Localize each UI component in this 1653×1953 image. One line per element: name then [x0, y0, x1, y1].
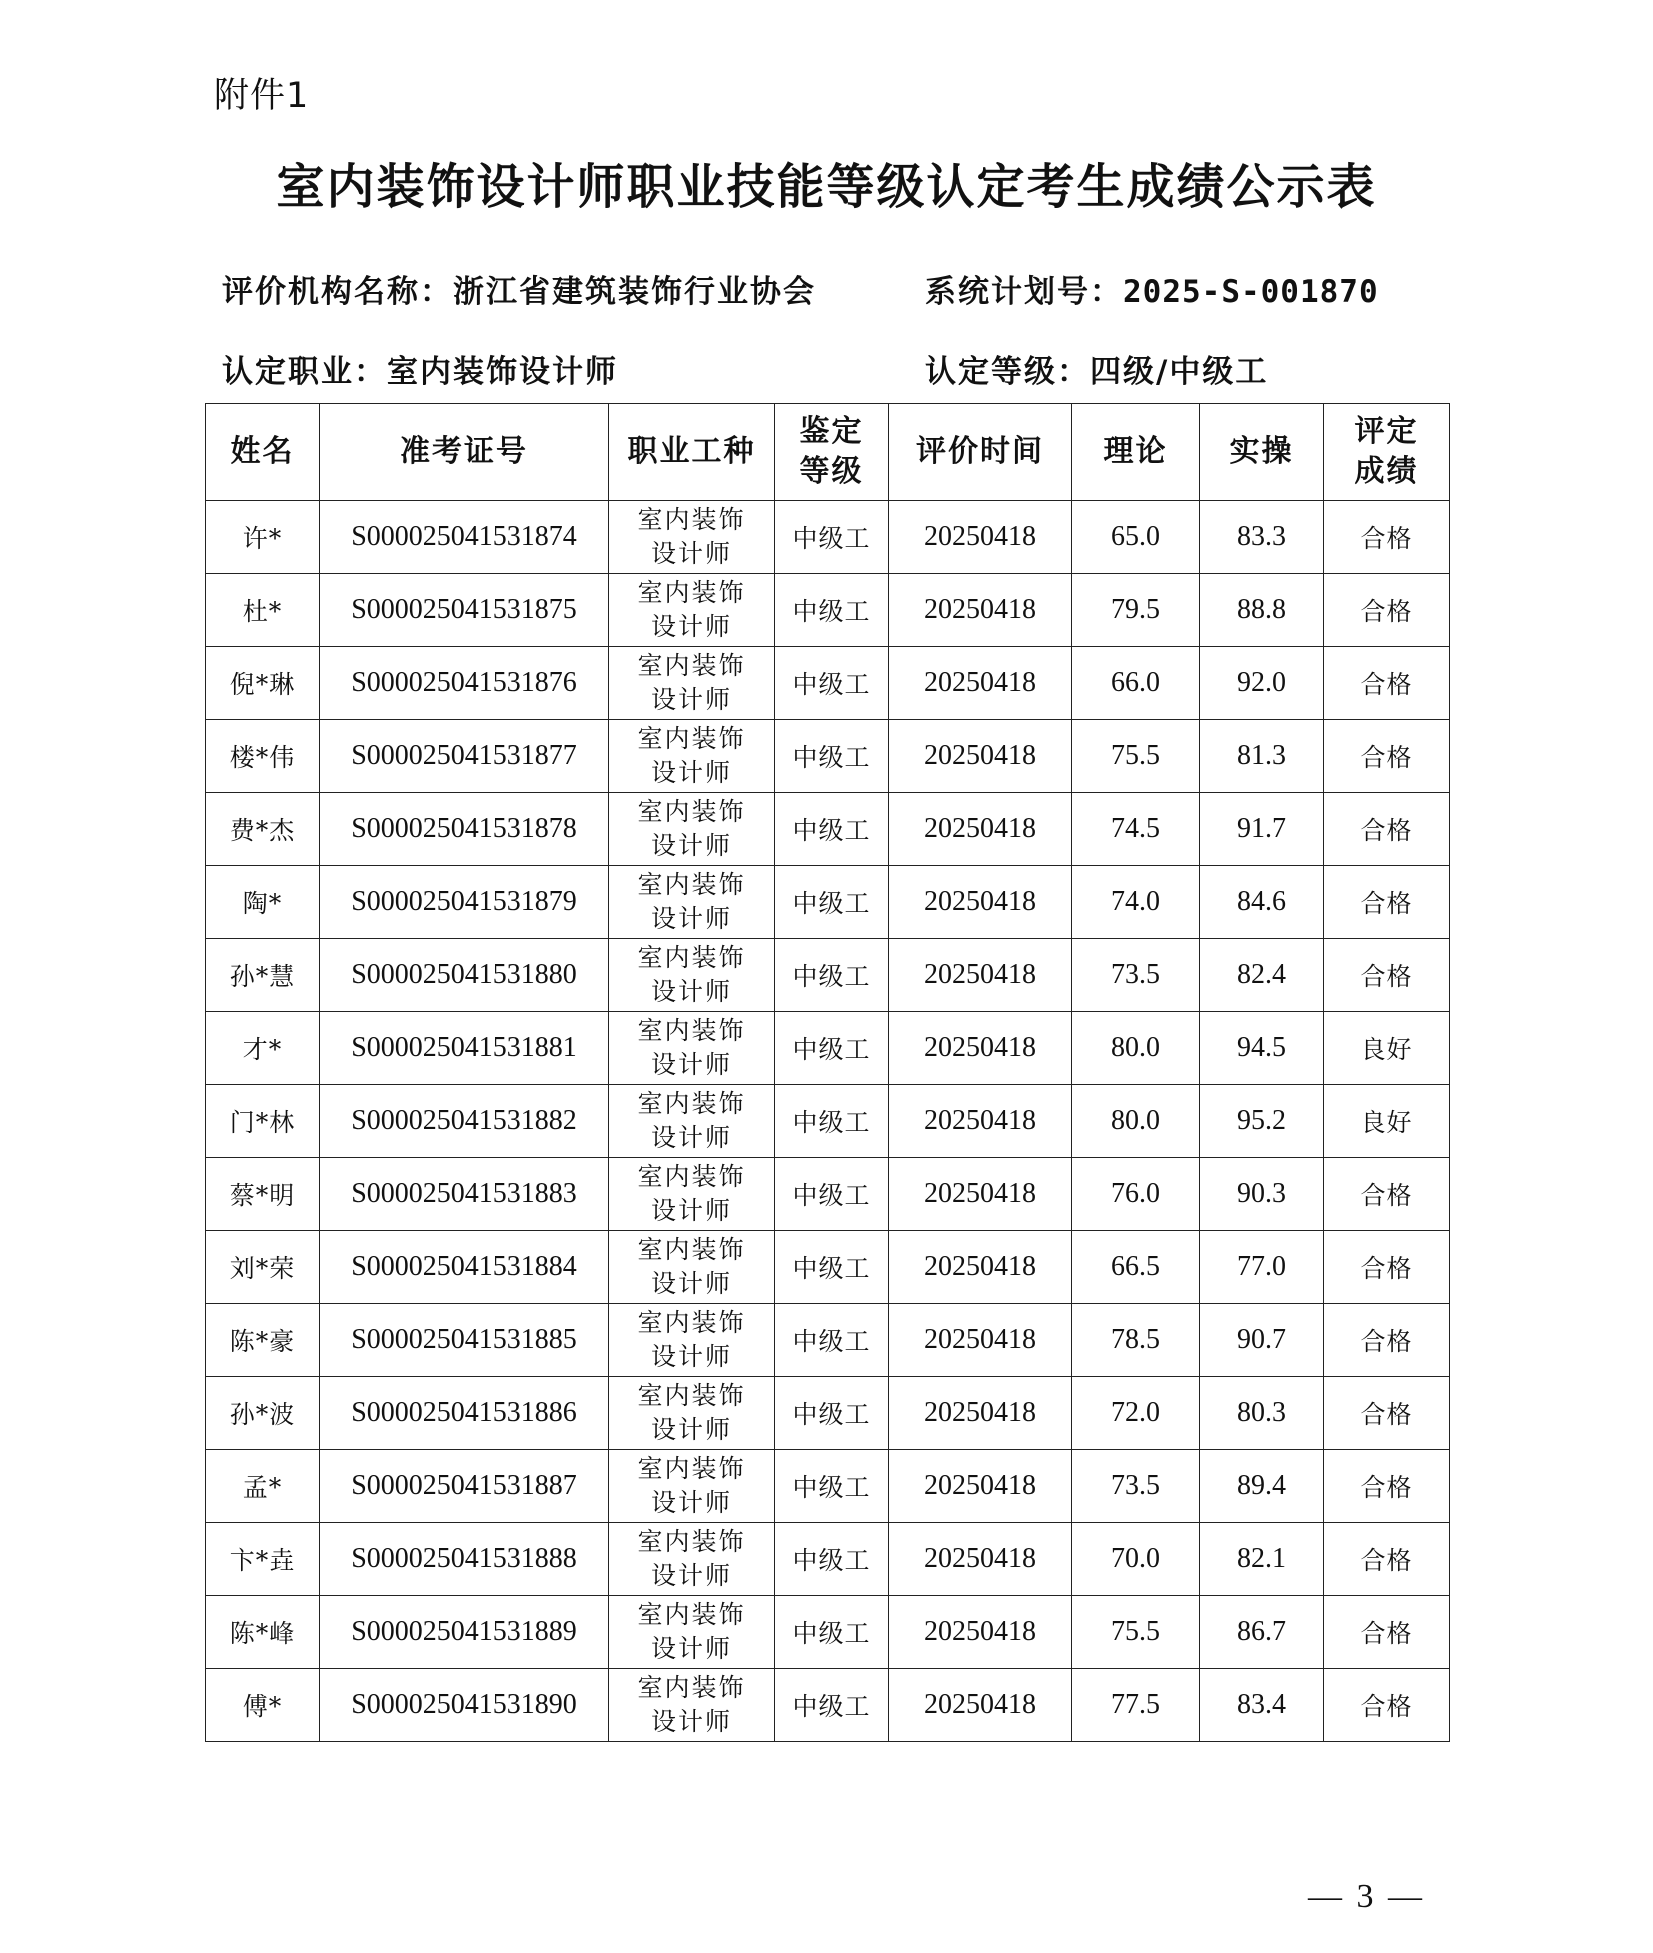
- cell-occupation: [609, 1304, 775, 1377]
- cell-practice: 82.4: [1200, 939, 1324, 1012]
- cell-occupation-line2: 设计师: [650, 539, 732, 568]
- cell-theory: 66.5: [1072, 1231, 1200, 1304]
- cell-exam-id: S000025041531880: [320, 939, 609, 1012]
- cell-date: 20250418: [889, 1304, 1072, 1377]
- level-value: 四级/中级工: [1090, 354, 1269, 390]
- cell-date: 20250418: [889, 720, 1072, 793]
- cell-occupation: [609, 1231, 775, 1304]
- cell-occupation-line2: 设计师: [650, 1342, 732, 1371]
- cell-occupation-line2: 设计师: [650, 1488, 732, 1517]
- cell-occupation: [609, 939, 775, 1012]
- table-header-row: [206, 404, 1450, 501]
- cell-grade: 中级工: [775, 1523, 889, 1596]
- cell-occupation: [609, 1158, 775, 1231]
- cell-exam-id: S000025041531883: [320, 1158, 609, 1231]
- cell-name: 蔡*明: [206, 1158, 320, 1231]
- cell-date: 20250418: [889, 1012, 1072, 1085]
- cell-name: 费*杰: [206, 793, 320, 866]
- table-row: [206, 1377, 1450, 1450]
- cell-theory: 75.5: [1072, 720, 1200, 793]
- cell-name: 孙*波: [206, 1377, 320, 1450]
- table-row: [206, 1158, 1450, 1231]
- cell-practice: 89.4: [1200, 1450, 1324, 1523]
- cell-result: 合格: [1324, 1669, 1450, 1742]
- cell-name: 许*: [206, 501, 320, 574]
- cell-occupation: [609, 1377, 775, 1450]
- header-result-line2: 成绩: [1354, 454, 1419, 489]
- cell-practice: 83.4: [1200, 1669, 1324, 1742]
- scores-table: [205, 403, 1450, 1742]
- table-row: [206, 1669, 1450, 1742]
- cell-theory: 75.5: [1072, 1596, 1200, 1669]
- level-label: 认定等级：: [925, 354, 1090, 390]
- cell-occupation-line2: 设计师: [650, 977, 732, 1006]
- cell-practice: 90.7: [1200, 1304, 1324, 1377]
- cell-result: 良好: [1324, 1012, 1450, 1085]
- plan-value: 2025-S-001870: [1123, 274, 1379, 310]
- cell-occupation-line2: 设计师: [650, 1269, 732, 1298]
- cell-name: 刘*荣: [206, 1231, 320, 1304]
- cell-occupation-line2: 设计师: [650, 1415, 732, 1444]
- page-number: — 3 —: [1308, 1878, 1425, 1915]
- cell-occupation: [609, 720, 775, 793]
- cell-exam-id: S000025041531887: [320, 1450, 609, 1523]
- cell-exam-id: S000025041531881: [320, 1012, 609, 1085]
- cell-practice: 92.0: [1200, 647, 1324, 720]
- cell-theory: 73.5: [1072, 1450, 1200, 1523]
- cell-practice: 80.3: [1200, 1377, 1324, 1450]
- cell-practice: 81.3: [1200, 720, 1324, 793]
- cell-practice: 83.3: [1200, 501, 1324, 574]
- org-value: 浙江省建筑装饰行业协会: [453, 274, 816, 310]
- cell-occupation: [609, 1596, 775, 1669]
- cell-occupation-line1: 室内装饰: [637, 1673, 746, 1702]
- cell-result: 合格: [1324, 793, 1450, 866]
- cell-occupation: [609, 647, 775, 720]
- cell-occupation-line2: 设计师: [650, 1050, 732, 1079]
- cell-occupation: [609, 866, 775, 939]
- table-row: [206, 1085, 1450, 1158]
- table-row: [206, 501, 1450, 574]
- cell-exam-id: S000025041531889: [320, 1596, 609, 1669]
- cell-grade: 中级工: [775, 501, 889, 574]
- cell-theory: 74.0: [1072, 866, 1200, 939]
- table-row: [206, 866, 1450, 939]
- cell-name: 卞*垚: [206, 1523, 320, 1596]
- table-row: [206, 720, 1450, 793]
- cell-occupation: [609, 1450, 775, 1523]
- table-row: [206, 1523, 1450, 1596]
- cell-date: 20250418: [889, 647, 1072, 720]
- cell-exam-id: S000025041531874: [320, 501, 609, 574]
- cell-result: 合格: [1324, 647, 1450, 720]
- cell-theory: 76.0: [1072, 1158, 1200, 1231]
- header-occupation: 职业工种: [609, 404, 775, 501]
- cell-grade: 中级工: [775, 1669, 889, 1742]
- cell-occupation: [609, 793, 775, 866]
- cell-occupation-line1: 室内装饰: [637, 1454, 746, 1483]
- cell-exam-id: S000025041531890: [320, 1669, 609, 1742]
- cell-date: 20250418: [889, 866, 1072, 939]
- cell-practice: 88.8: [1200, 574, 1324, 647]
- cell-name: 楼*伟: [206, 720, 320, 793]
- table-row: [206, 1231, 1450, 1304]
- table-row: [206, 939, 1450, 1012]
- cell-occupation-line2: 设计师: [650, 1123, 732, 1152]
- cell-name: 门*林: [206, 1085, 320, 1158]
- cell-date: 20250418: [889, 1450, 1072, 1523]
- cell-occupation: [609, 1523, 775, 1596]
- cell-occupation: [609, 1012, 775, 1085]
- cell-grade: 中级工: [775, 1012, 889, 1085]
- cell-result: 合格: [1324, 1158, 1450, 1231]
- cell-occupation-line1: 室内装饰: [637, 1381, 746, 1410]
- cell-grade: 中级工: [775, 1231, 889, 1304]
- plan-line: [925, 266, 1379, 311]
- level-line: [925, 346, 1268, 391]
- header-exam-id: 准考证号: [320, 404, 609, 501]
- cell-occupation-line2: 设计师: [650, 831, 732, 860]
- cell-exam-id: S000025041531884: [320, 1231, 609, 1304]
- cell-practice: 95.2: [1200, 1085, 1324, 1158]
- cell-practice: 82.1: [1200, 1523, 1324, 1596]
- plan-label: 系统计划号：: [925, 274, 1123, 310]
- page-title: 室内装饰设计师职业技能等级认定考生成绩公示表: [276, 159, 1377, 215]
- cell-grade: 中级工: [775, 939, 889, 1012]
- cell-date: 20250418: [889, 574, 1072, 647]
- cell-grade: 中级工: [775, 1450, 889, 1523]
- cell-date: 20250418: [889, 939, 1072, 1012]
- cell-grade: 中级工: [775, 866, 889, 939]
- cell-date: 20250418: [889, 1669, 1072, 1742]
- cell-date: 20250418: [889, 1231, 1072, 1304]
- cell-theory: 80.0: [1072, 1012, 1200, 1085]
- cell-date: 20250418: [889, 1085, 1072, 1158]
- cell-occupation: [609, 1085, 775, 1158]
- cell-practice: 94.5: [1200, 1012, 1324, 1085]
- cell-occupation-line1: 室内装饰: [637, 797, 746, 826]
- cell-practice: 86.7: [1200, 1596, 1324, 1669]
- cell-result: 合格: [1324, 501, 1450, 574]
- cell-theory: 65.0: [1072, 501, 1200, 574]
- cell-name: 孟*: [206, 1450, 320, 1523]
- header-grade-line1: 鉴定: [799, 414, 864, 449]
- cell-date: 20250418: [889, 793, 1072, 866]
- cell-result: 合格: [1324, 720, 1450, 793]
- cell-occupation-line1: 室内装饰: [637, 1235, 746, 1264]
- cell-result: 良好: [1324, 1085, 1450, 1158]
- cell-occupation-line1: 室内装饰: [637, 943, 746, 972]
- header-result-line1: 评定: [1354, 414, 1419, 449]
- cell-occupation-line1: 室内装饰: [637, 724, 746, 753]
- table-row: [206, 1304, 1450, 1377]
- header-theory: 理论: [1072, 404, 1200, 501]
- table-body: [206, 501, 1450, 1742]
- cell-theory: 70.0: [1072, 1523, 1200, 1596]
- header-result: [1324, 404, 1450, 501]
- cell-grade: 中级工: [775, 793, 889, 866]
- cell-occupation-line1: 室内装饰: [637, 1016, 746, 1045]
- cell-name: 陈*峰: [206, 1596, 320, 1669]
- occupation-label: 认定职业：: [222, 354, 387, 390]
- cell-occupation-line2: 设计师: [650, 1561, 732, 1590]
- cell-name: 才*: [206, 1012, 320, 1085]
- cell-occupation: [609, 574, 775, 647]
- table-row: [206, 574, 1450, 647]
- table-row: [206, 1012, 1450, 1085]
- cell-result: 合格: [1324, 1231, 1450, 1304]
- cell-exam-id: S000025041531885: [320, 1304, 609, 1377]
- cell-exam-id: S000025041531875: [320, 574, 609, 647]
- annex-label: 附件1: [214, 76, 310, 116]
- cell-result: 合格: [1324, 574, 1450, 647]
- cell-exam-id: S000025041531882: [320, 1085, 609, 1158]
- cell-date: 20250418: [889, 501, 1072, 574]
- table-row: [206, 1450, 1450, 1523]
- cell-practice: 90.3: [1200, 1158, 1324, 1231]
- cell-result: 合格: [1324, 1596, 1450, 1669]
- header-grade: [775, 404, 889, 501]
- cell-result: 合格: [1324, 1377, 1450, 1450]
- cell-name: 杜*: [206, 574, 320, 647]
- table-row: [206, 647, 1450, 720]
- cell-grade: 中级工: [775, 720, 889, 793]
- cell-result: 合格: [1324, 1304, 1450, 1377]
- header-date: 评价时间: [889, 404, 1072, 501]
- cell-theory: 80.0: [1072, 1085, 1200, 1158]
- cell-occupation-line2: 设计师: [650, 758, 732, 787]
- cell-exam-id: S000025041531877: [320, 720, 609, 793]
- cell-exam-id: S000025041531888: [320, 1523, 609, 1596]
- cell-date: 20250418: [889, 1158, 1072, 1231]
- cell-grade: 中级工: [775, 1158, 889, 1231]
- cell-exam-id: S000025041531876: [320, 647, 609, 720]
- cell-grade: 中级工: [775, 1377, 889, 1450]
- occupation-line: [222, 346, 618, 391]
- cell-theory: 79.5: [1072, 574, 1200, 647]
- cell-theory: 78.5: [1072, 1304, 1200, 1377]
- cell-theory: 73.5: [1072, 939, 1200, 1012]
- header-grade-line2: 等级: [799, 454, 864, 489]
- cell-occupation-line2: 设计师: [650, 685, 732, 714]
- cell-occupation-line1: 室内装饰: [637, 1527, 746, 1556]
- cell-name: 傅*: [206, 1669, 320, 1742]
- cell-date: 20250418: [889, 1377, 1072, 1450]
- cell-occupation-line2: 设计师: [650, 1634, 732, 1663]
- cell-theory: 77.5: [1072, 1669, 1200, 1742]
- cell-result: 合格: [1324, 939, 1450, 1012]
- cell-occupation-line2: 设计师: [650, 612, 732, 641]
- org-label: 评价机构名称：: [222, 274, 453, 310]
- cell-grade: 中级工: [775, 1085, 889, 1158]
- cell-name: 陶*: [206, 866, 320, 939]
- cell-grade: 中级工: [775, 1596, 889, 1669]
- cell-date: 20250418: [889, 1523, 1072, 1596]
- cell-occupation-line1: 室内装饰: [637, 1308, 746, 1337]
- cell-grade: 中级工: [775, 574, 889, 647]
- org-line: [222, 266, 816, 311]
- cell-occupation-line1: 室内装饰: [637, 870, 746, 899]
- cell-name: 倪*琳: [206, 647, 320, 720]
- table-row: [206, 793, 1450, 866]
- header-name: 姓名: [206, 404, 320, 501]
- cell-result: 合格: [1324, 866, 1450, 939]
- header-practice: 实操: [1200, 404, 1324, 501]
- cell-occupation-line1: 室内装饰: [637, 505, 746, 534]
- cell-theory: 72.0: [1072, 1377, 1200, 1450]
- cell-name: 孙*慧: [206, 939, 320, 1012]
- cell-exam-id: S000025041531879: [320, 866, 609, 939]
- cell-theory: 66.0: [1072, 647, 1200, 720]
- cell-practice: 84.6: [1200, 866, 1324, 939]
- cell-practice: 77.0: [1200, 1231, 1324, 1304]
- cell-occupation-line2: 设计师: [650, 1196, 732, 1225]
- cell-result: 合格: [1324, 1523, 1450, 1596]
- cell-exam-id: S000025041531878: [320, 793, 609, 866]
- cell-occupation: [609, 1669, 775, 1742]
- table-row: [206, 1596, 1450, 1669]
- cell-occupation-line1: 室内装饰: [637, 1600, 746, 1629]
- cell-occupation-line1: 室内装饰: [637, 651, 746, 680]
- cell-occupation-line2: 设计师: [650, 1707, 732, 1736]
- cell-grade: 中级工: [775, 647, 889, 720]
- cell-exam-id: S000025041531886: [320, 1377, 609, 1450]
- cell-occupation-line1: 室内装饰: [637, 1089, 746, 1118]
- cell-date: 20250418: [889, 1596, 1072, 1669]
- cell-result: 合格: [1324, 1450, 1450, 1523]
- cell-occupation: [609, 501, 775, 574]
- cell-occupation-line1: 室内装饰: [637, 578, 746, 607]
- cell-name: 陈*豪: [206, 1304, 320, 1377]
- cell-grade: 中级工: [775, 1304, 889, 1377]
- occupation-value: 室内装饰设计师: [387, 354, 618, 390]
- cell-theory: 74.5: [1072, 793, 1200, 866]
- cell-occupation-line2: 设计师: [650, 904, 732, 933]
- cell-occupation-line1: 室内装饰: [637, 1162, 746, 1191]
- cell-practice: 91.7: [1200, 793, 1324, 866]
